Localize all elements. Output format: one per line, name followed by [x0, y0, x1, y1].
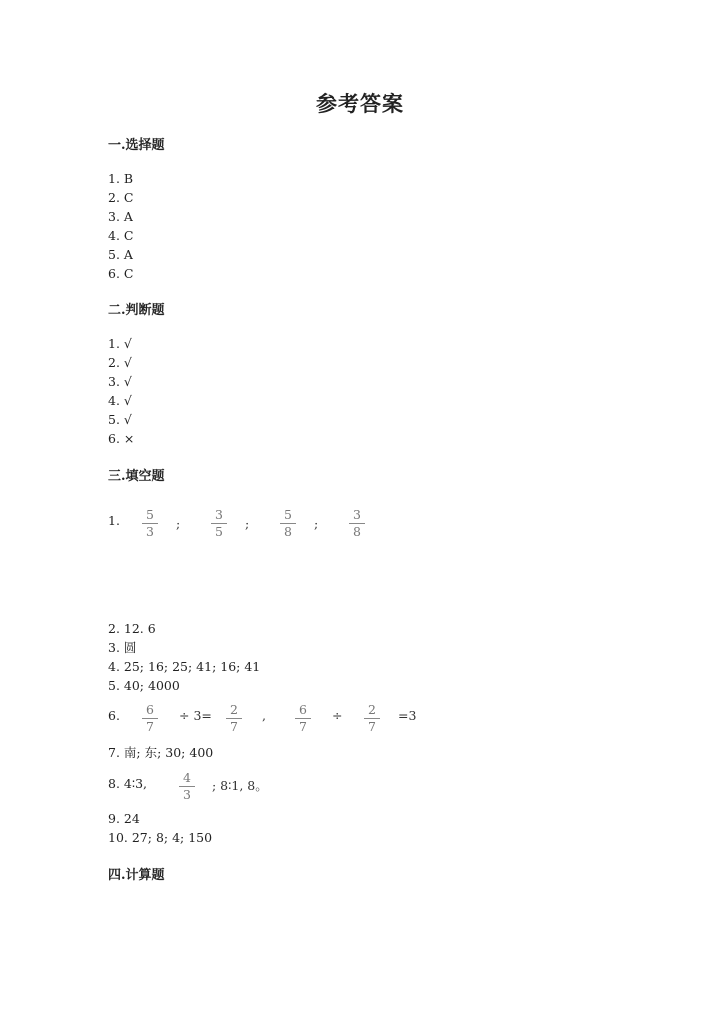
fraction-denominator: 3 — [183, 787, 191, 802]
separator: ; — [314, 516, 319, 531]
fill-q8-lead: 8. 4∶3, — [108, 776, 148, 791]
fraction — [293, 703, 313, 734]
choice-answer: 1. B — [108, 171, 134, 186]
divide-text: ÷ 3= — [179, 708, 212, 723]
equals-text: =3 — [398, 708, 417, 723]
fraction-denominator: 7 — [368, 719, 376, 734]
judge-answer: 2. √ — [108, 355, 132, 370]
choice-answer: 4. C — [108, 228, 134, 243]
fraction-numerator: 4 — [183, 770, 191, 785]
section-heading-judge: 二.判断题 — [108, 303, 165, 318]
choice-answer: 2. C — [108, 190, 134, 205]
fill-answer: 9. 24 — [108, 811, 140, 826]
separator: ; — [176, 516, 181, 531]
fraction-numerator: 3 — [353, 507, 361, 522]
fraction — [224, 703, 244, 734]
separator: ; — [245, 516, 250, 531]
choice-answer: 3. A — [108, 209, 133, 224]
fraction-denominator: 8 — [353, 524, 361, 539]
fraction — [140, 703, 160, 734]
fill-answer: 5. 40; 4000 — [108, 678, 180, 693]
fraction-denominator: 7 — [230, 719, 238, 734]
fill-q1-number: 1. — [108, 513, 120, 528]
fill-answer: 3. 圆 — [108, 640, 137, 655]
section-heading-fill: 三.填空题 — [108, 469, 165, 484]
fraction-numerator: 5 — [284, 507, 292, 522]
fraction-denominator: 7 — [146, 719, 154, 734]
fraction-numerator: 6 — [146, 702, 154, 717]
choice-answer: 5. A — [108, 247, 133, 262]
section-heading-choice: 一.选择题 — [108, 138, 165, 153]
page-title: 参考答案 — [316, 91, 404, 116]
fraction — [140, 508, 160, 539]
fill-answer: 4. 25; 16; 25; 41; 16; 41 — [108, 659, 261, 674]
fraction-numerator: 2 — [230, 702, 238, 717]
fraction-numerator: 6 — [299, 702, 307, 717]
fraction-denominator: 7 — [299, 719, 307, 734]
fraction — [209, 508, 229, 539]
fraction-denominator: 5 — [215, 524, 223, 539]
choice-answer: 6. C — [108, 266, 134, 281]
comma: , — [262, 708, 266, 723]
judge-answer: 1. √ — [108, 336, 132, 351]
fill-answer: 2. 12. 6 — [108, 621, 156, 636]
fraction — [177, 771, 197, 802]
fill-answer: 7. 南; 东; 30; 400 — [108, 745, 214, 760]
divide-sign: ÷ — [332, 708, 343, 723]
fraction — [362, 703, 382, 734]
fill-answer: 10. 27; 8; 4; 150 — [108, 830, 213, 845]
fill-q6-number: 6. — [108, 708, 120, 723]
fraction-denominator: 8 — [284, 524, 292, 539]
judge-answer: 3. √ — [108, 374, 132, 389]
fraction-numerator: 5 — [146, 507, 154, 522]
section-heading-calc: 四.计算题 — [108, 868, 165, 883]
fraction-denominator: 3 — [146, 524, 154, 539]
fraction — [278, 508, 298, 539]
fraction-numerator: 3 — [215, 507, 223, 522]
fraction — [347, 508, 367, 539]
judge-answer: 5. √ — [108, 412, 132, 427]
fill-q8-tail: ; 8∶1, 8。 — [212, 778, 268, 793]
judge-answer: 4. √ — [108, 393, 132, 408]
fraction-numerator: 2 — [368, 702, 376, 717]
judge-answer: 6. × — [108, 431, 135, 446]
